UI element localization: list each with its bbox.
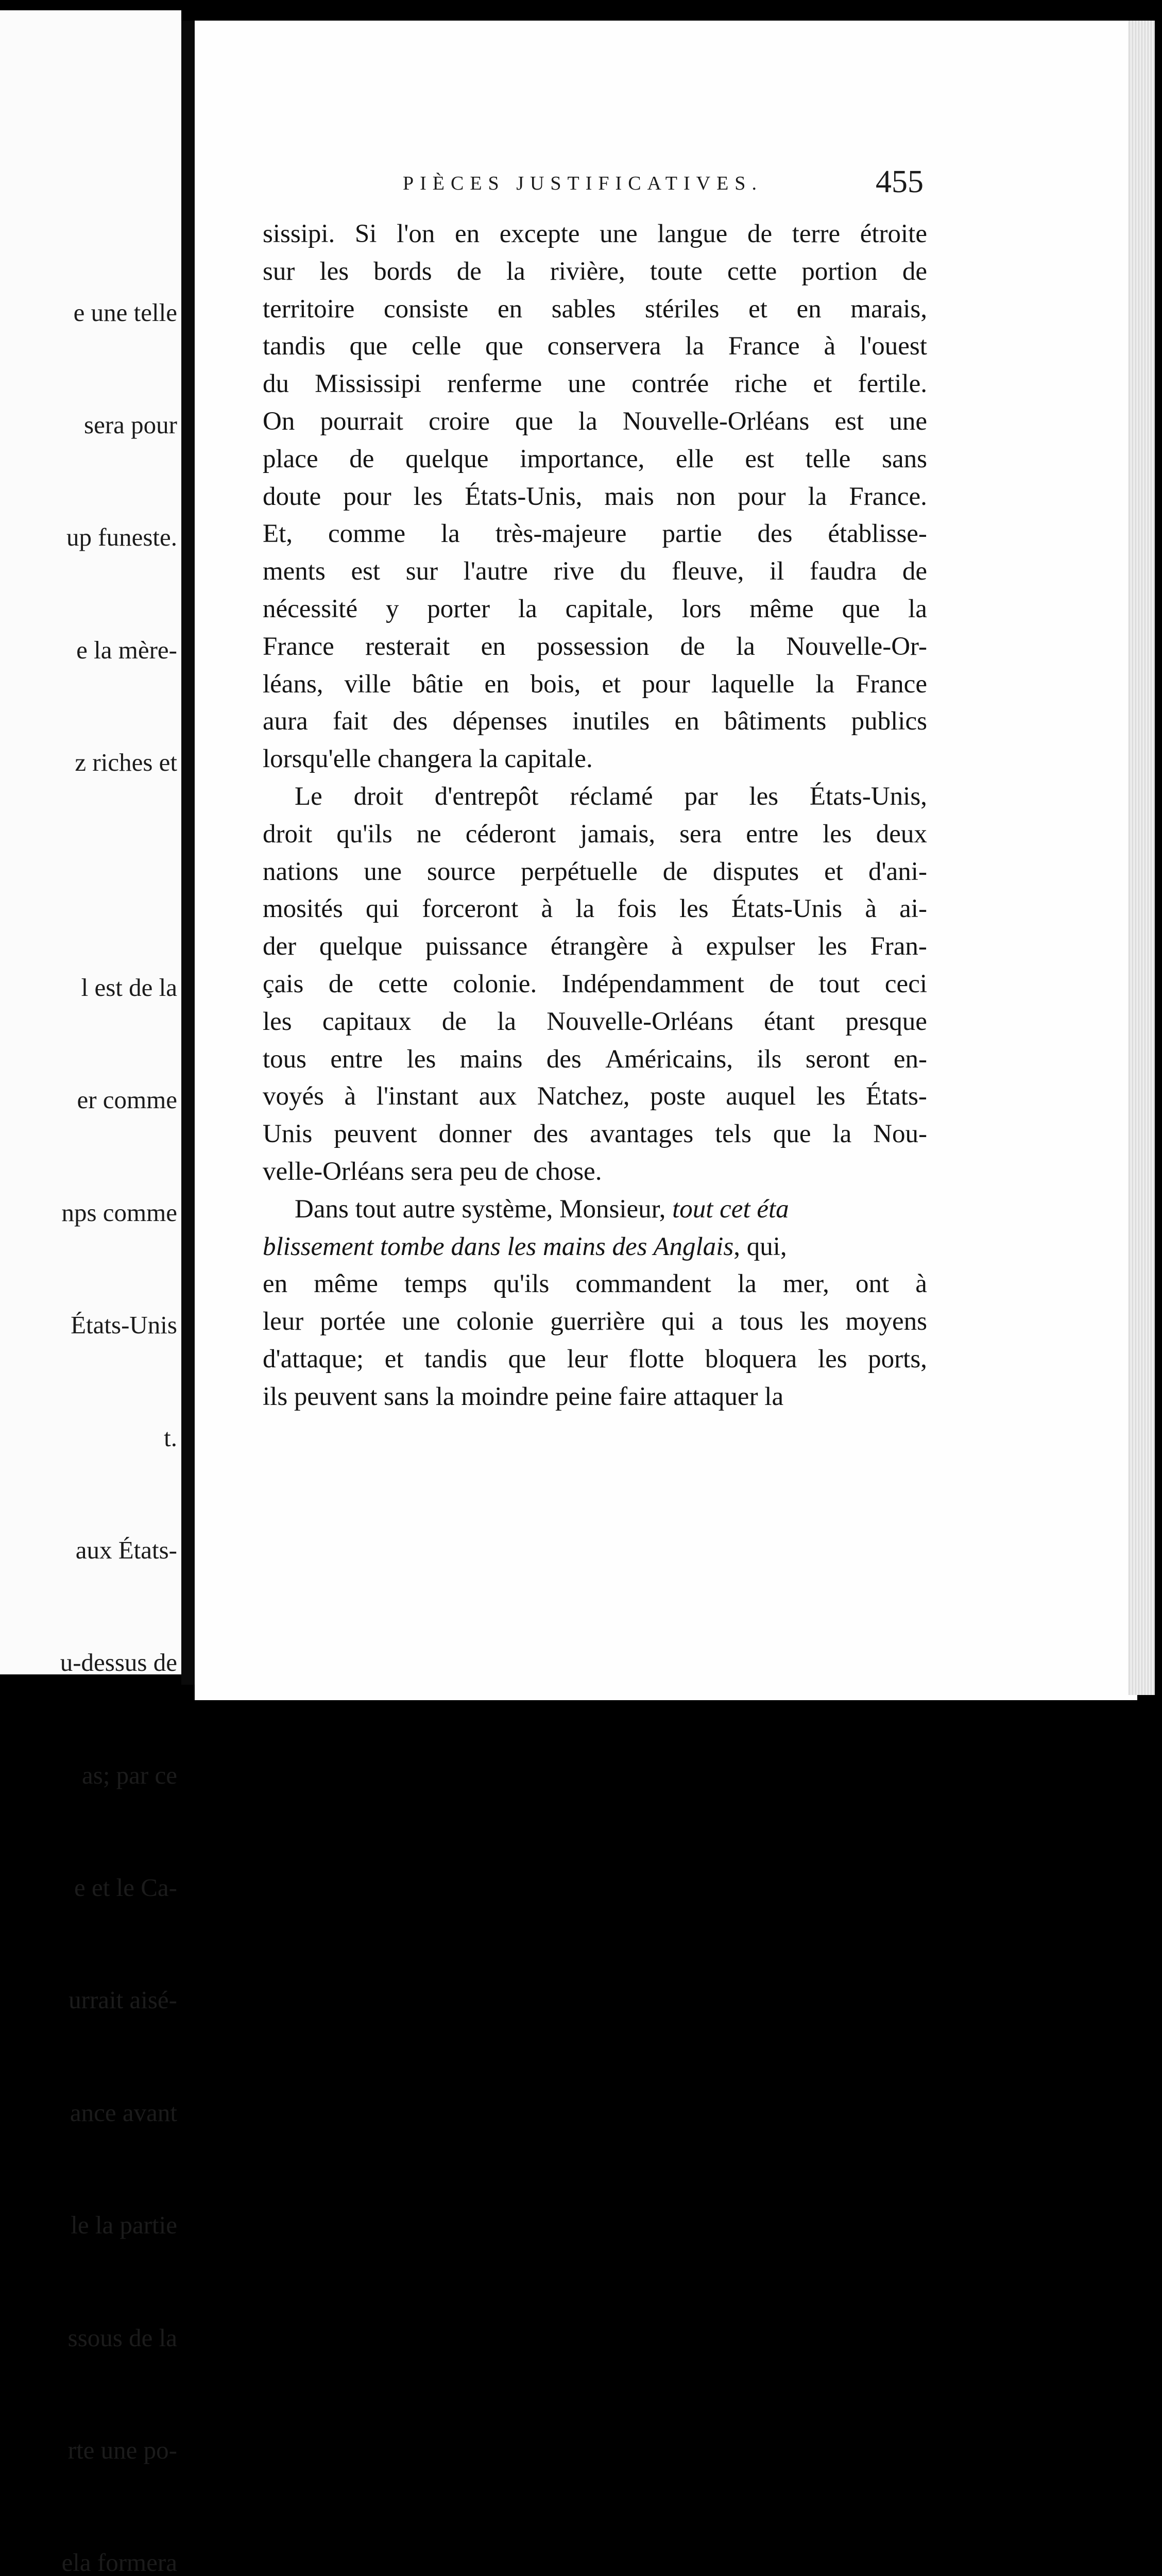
left-line [60,857,177,894]
left-line: up funeste. [66,523,177,552]
left-line: ela formera [61,2548,177,2576]
body-line: du Mississipi renferme une contrée riche et fertile. [263,369,927,399]
body-line: en même temps qu'ils commandent la mer, ont à [263,1269,927,1299]
body-line: velle-Orléans sera peu de chose. [263,1157,602,1186]
body-line: On pourrait croire que la Nouvelle-Orléans est une [263,406,927,436]
left-page [0,10,181,2576]
left-line: le la partie [71,2211,177,2240]
left-line: as; par ce [82,1760,177,1789]
left-line: l est de la [81,973,177,1002]
body-line: Unis peuvent donner des avantages tels que la Nou- [263,1120,927,1149]
body-line: der quelque puissance étrangère à expulser les Fran- [263,932,927,961]
body-line: Dans tout autre système, Monsieur, tout cet éta [295,1194,789,1224]
left-line: rte une po- [67,2436,177,2465]
left-line: aux États- [75,1535,177,1564]
left-line: z riches et [75,748,177,777]
body-line: place de quelque importance, elle est telle sans [263,444,927,473]
left-line: u-dessus de [60,1648,177,1677]
left-line: sera pour [84,410,177,439]
left-line: e une telle [73,298,177,327]
left-line: ssous de la [67,2323,177,2352]
body-line: ils peuvent sans la moindre peine faire attaquer la [263,1382,784,1411]
left-line: er comme [77,1086,177,1114]
body-line: droit qu'ils ne céderont jamais, sera entre les deux [263,819,927,849]
left-line: t. [164,1423,177,1452]
body-line: tous entre les mains des Américains, ils seront en- [263,1044,927,1074]
body-line: lorsqu'elle changera la capitale. [263,744,593,774]
book-gutter [181,21,195,1685]
body-line: territoire consiste en sables stériles et en marais, [263,294,927,324]
body-line: blissement tombe dans les mains des Anglais , qui, [263,1232,787,1261]
body-line: les capitaux de la Nouvelle-Orléans étant presque [263,1007,927,1036]
body-line: nécessité y porter la capitale, lors même que la [263,594,927,623]
body-line: sissipi. Si l'on en excepte une langue de terre étroite [263,219,927,248]
page-body-text [263,215,927,1416]
body-line: mosités qui forceront à la fois les États-Unis à ai- [263,894,927,924]
left-line: urrait aisé- [69,1986,177,2014]
left-line: e et le Ca- [74,1873,177,1902]
body-line: tandis que celle que conservera la France à l'ouest [263,332,927,361]
body-line: sur les bords de la rivière, toute cette portion de [263,257,927,286]
body-line: d'attaque; et tandis que leur flotte bloquera les ports, [263,1344,927,1374]
body-line: Le droit d'entrepôt réclamé par les États-Unis, [295,782,927,811]
left-line: États-Unis [71,1311,177,1340]
body-line: aura fait des dépenses inutiles en bâtiments publics [263,707,927,736]
left-line: e la mère- [76,635,177,664]
left-line: ance avant [70,2098,177,2127]
body-line: voyés à l'instant aux Natchez, poste auquel les États- [263,1082,927,1111]
left-line: nps comme [61,1198,177,1227]
body-line: çais de cette colonie. Indépendamment de tout ceci [263,969,927,998]
page-edge [1128,21,1155,1695]
page-number: 455 [876,164,924,199]
body-line: France resterait en possession de la Nouvelle-Or- [263,632,927,661]
body-line: léans, ville bâtie en bois, et pour laquelle la France [263,669,927,699]
body-line: Et, comme la très-majeure partie des établisse- [263,519,927,549]
running-head: PIÈCES JUSTIFICATIVES. [403,173,763,194]
body-line: ments est sur l'autre rive du fleuve, il faudra de [263,557,927,586]
body-line: doute pour les États-Unis, mais non pour la France. [263,482,927,511]
left-page-text [60,219,177,2576]
body-line: leur portée une colonie guerrière qui a tous les moyens [263,1307,927,1336]
body-line: nations une source perpétuelle de disputes et d'ani- [263,857,927,886]
